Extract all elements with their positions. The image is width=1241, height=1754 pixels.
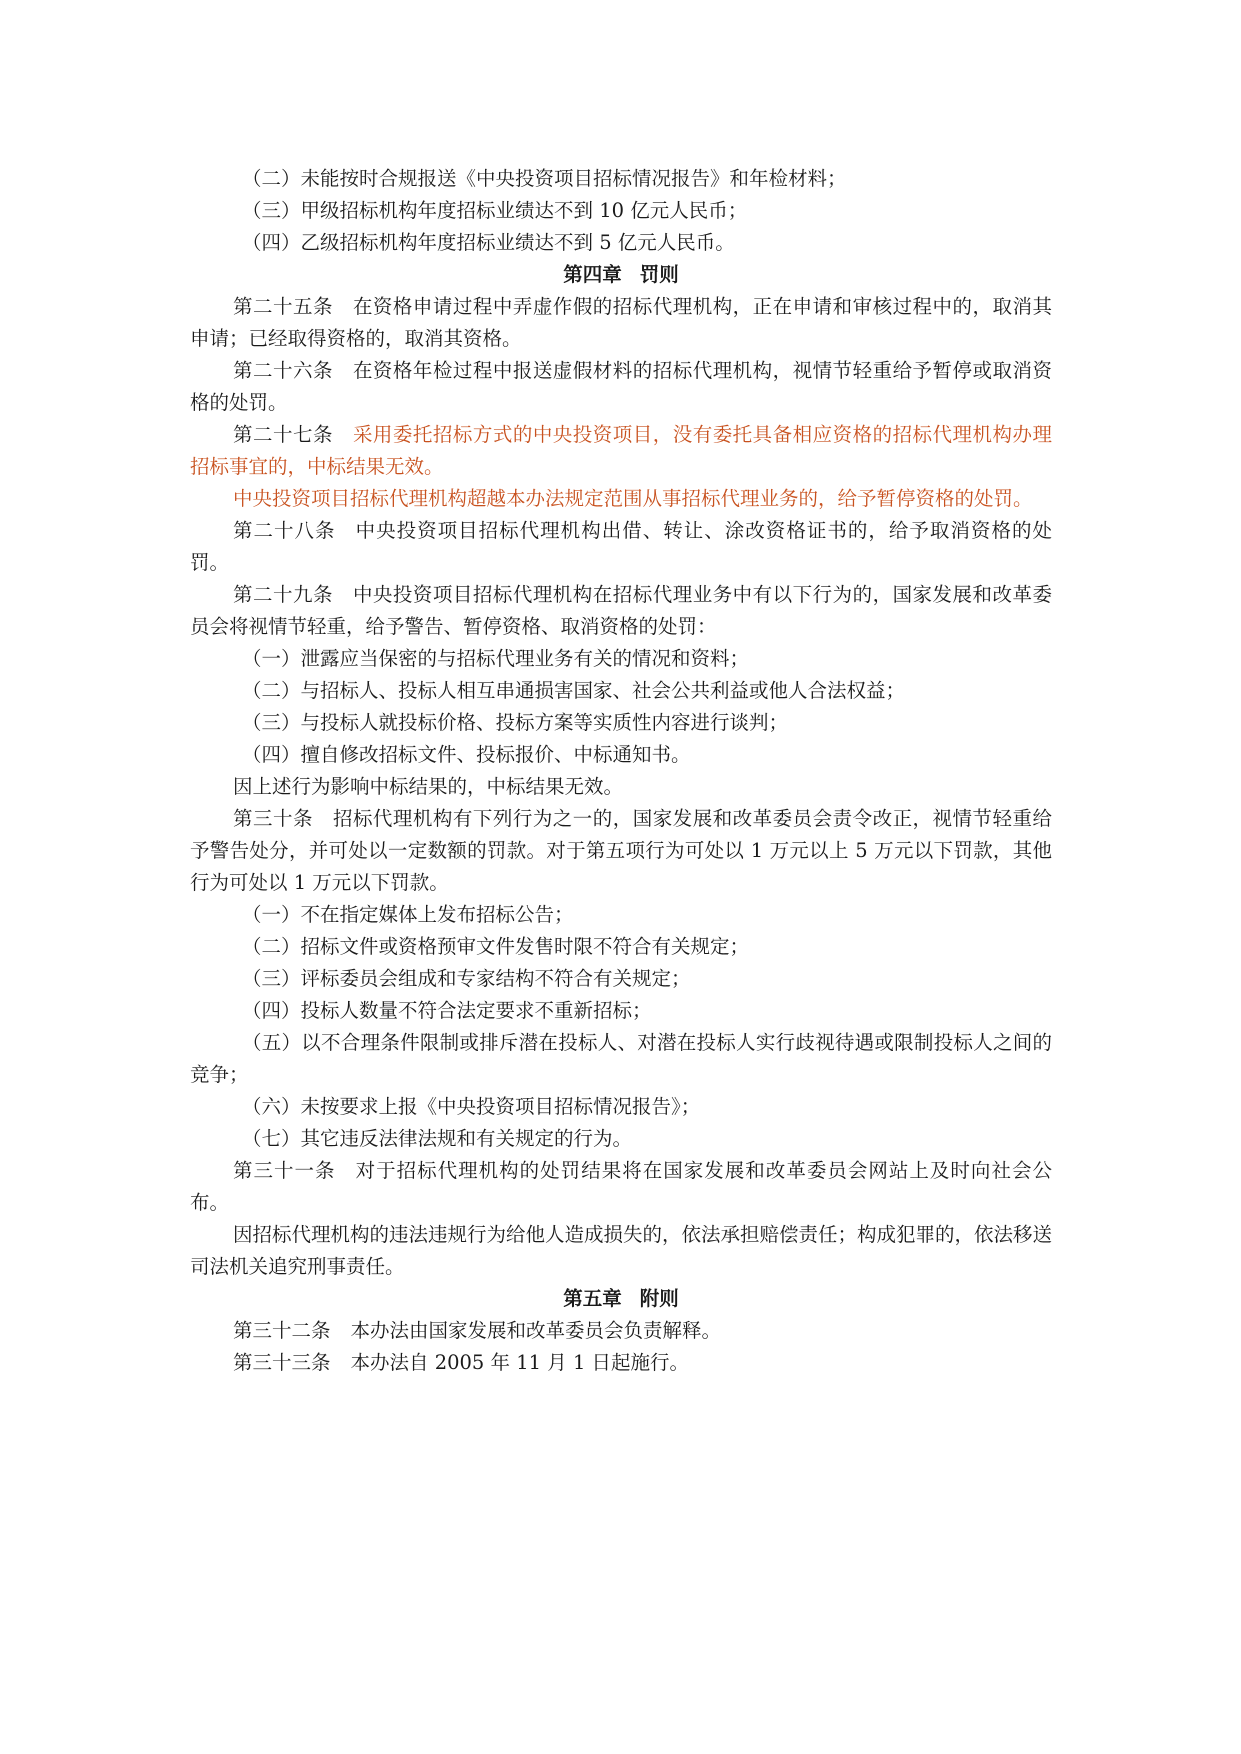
- article-text: 采用委托招标方式的中央投资项目，没有委托具备相应资格的招标代理机构办理招标事宜的，中标结果无效。: [190, 423, 1052, 478]
- article-text: 在资格申请过程中弄虚作假的招标代理机构，正在申请和审核过程中的，取消其申请；已经取得资格的，取消其资格。: [190, 295, 1052, 350]
- article-text: 对于招标代理机构的处罚结果将在国家发展和改革委员会网站上及时向社会公布。: [190, 1159, 1052, 1214]
- article-paragraph: [190, 291, 1052, 355]
- article-text: 本办法由国家发展和改革委员会负责解释。: [350, 1319, 722, 1342]
- article-number: 第三十三条: [233, 1351, 331, 1374]
- body-paragraph: 中央投资项目招标代理机构超越本办法规定范围从事招标代理业务的，给予暂停资格的处罚。: [233, 487, 1033, 510]
- list-item: （二）与招标人、投标人相互串通损害国家、社会公共利益或他人合法权益；: [242, 679, 906, 702]
- list-item: （四）乙级招标机构年度招标业绩达不到 5 亿元人民币。: [242, 231, 735, 254]
- article-number: 第二十八条: [233, 519, 336, 542]
- list-item: （三）甲级招标机构年度招标业绩达不到 10 亿元人民币；: [242, 199, 748, 222]
- article-number: 第三十一条: [233, 1159, 336, 1182]
- article-paragraph: [190, 355, 1052, 419]
- chapter-heading: [190, 1283, 1052, 1315]
- document-page: [190, 163, 1052, 1379]
- article-number: 第二十七条: [233, 423, 333, 446]
- article-paragraph: [190, 803, 1052, 899]
- article-text: 中央投资项目招标代理机构在招标代理业务中有以下行为的，国家发展和改革委员会将视情节轻重，给予警告、暂停资格、取消资格的处罚：: [190, 583, 1052, 638]
- list-item: （五）以不合理条件限制或排斥潜在投标人、对潜在投标人实行歧视待遇或限制投标人之间的竞争；: [190, 1031, 1052, 1086]
- document-body: [190, 163, 1052, 1379]
- list-item: （四）擅自修改招标文件、投标报价、中标通知书。: [242, 743, 691, 766]
- article-paragraph: [190, 579, 1052, 643]
- body-paragraph: 因招标代理机构的违法违规行为给他人造成损失的，依法承担赔偿责任；构成犯罪的，依法移送司法机关追究刑事责任。: [190, 1223, 1053, 1278]
- list-item: （二）招标文件或资格预审文件发售时限不符合有关规定；: [242, 935, 750, 958]
- article-number: 第二十六条: [233, 359, 333, 382]
- chapter-number: 第四章: [563, 263, 622, 286]
- chapter-title: 附则: [639, 1287, 679, 1310]
- article-number: 第三十条: [233, 807, 313, 830]
- chapter-number: 第五章: [563, 1287, 622, 1310]
- article-text: 本办法自 2005 年 11 月 1 日起施行。: [350, 1351, 690, 1374]
- article-text: 招标代理机构有下列行为之一的，国家发展和改革委员会责令改正，视情节轻重给予警告处分，并可处以一定数额的罚款。对于第五项行为可处以 1 万元以上 5 万元以下罚款，其他行为可处以 1 万元以下罚款。: [190, 807, 1052, 894]
- list-item: （六）未按要求上报《中央投资项目招标情况报告》；: [242, 1095, 701, 1118]
- article-paragraph: [190, 515, 1052, 579]
- article-paragraph: [190, 1315, 1052, 1347]
- body-paragraph: 因上述行为影响中标结果的，中标结果无效。: [233, 775, 624, 798]
- list-item: （三）评标委员会组成和专家结构不符合有关规定；: [242, 967, 691, 990]
- list-item: （四）投标人数量不符合法定要求不重新招标；: [242, 999, 652, 1022]
- article-number: 第二十五条: [233, 295, 333, 318]
- chapter-heading: [190, 259, 1052, 291]
- article-text: 中央投资项目招标代理机构出借、转让、涂改资格证书的，给予取消资格的处罚。: [190, 519, 1052, 574]
- list-item: （三）与投标人就投标价格、投标方案等实质性内容进行谈判；: [242, 711, 789, 734]
- article-number: 第二十九条: [233, 583, 333, 606]
- list-item: （二）未能按时合规报送《中央投资项目招标情况报告》和年检材料；: [242, 167, 847, 190]
- article-paragraph: [190, 1155, 1052, 1219]
- list-item: （一）泄露应当保密的与招标代理业务有关的情况和资料；: [242, 647, 750, 670]
- article-paragraph: [190, 419, 1052, 483]
- chapter-title: 罚则: [639, 263, 679, 286]
- list-item: （一）不在指定媒体上发布招标公告；: [242, 903, 574, 926]
- list-item: （七）其它违反法律法规和有关规定的行为。: [242, 1127, 633, 1150]
- article-paragraph: [190, 1347, 1052, 1379]
- article-number: 第三十二条: [233, 1319, 331, 1342]
- article-text: 在资格年检过程中报送虚假材料的招标代理机构，视情节轻重给予暂停或取消资格的处罚。: [190, 359, 1052, 414]
